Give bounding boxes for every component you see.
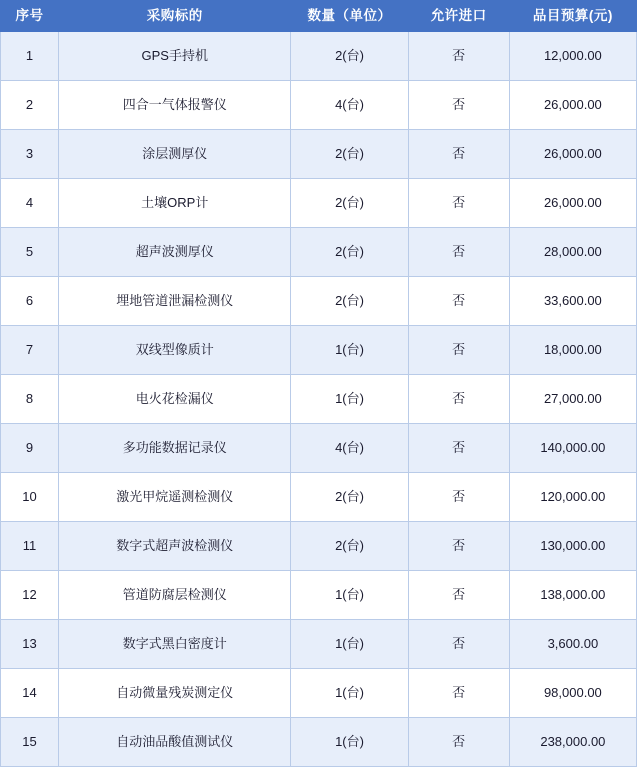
row-item-name-cell: 激光甲烷遥测检测仪 [59, 473, 291, 522]
row-item-name-cell: 自动微量残炭测定仪 [59, 669, 291, 718]
table-row [1, 620, 637, 669]
row-quantity-cell: 2(台) [291, 32, 408, 81]
table-header-row [1, 1, 637, 32]
row-index-cell: 10 [1, 473, 59, 522]
row-import-allowed-cell: 否 [408, 424, 509, 473]
row-budget-cell: 140,000.00 [509, 424, 636, 473]
row-item-name-cell: 管道防腐层检测仪 [59, 571, 291, 620]
row-quantity-cell: 4(台) [291, 81, 408, 130]
row-item-name-cell: 数字式黑白密度计 [59, 620, 291, 669]
table-row [1, 326, 637, 375]
table-row [1, 522, 637, 571]
row-quantity-cell: 1(台) [291, 669, 408, 718]
table-row [1, 32, 637, 81]
row-import-allowed-cell: 否 [408, 130, 509, 179]
row-quantity-cell: 4(台) [291, 424, 408, 473]
column-header-quantity: 数量（单位） [291, 1, 408, 32]
row-index-cell: 7 [1, 326, 59, 375]
row-quantity-cell: 1(台) [291, 326, 408, 375]
row-import-allowed-cell: 否 [408, 522, 509, 571]
row-budget-cell: 12,000.00 [509, 32, 636, 81]
row-quantity-cell: 2(台) [291, 228, 408, 277]
row-index-cell: 15 [1, 718, 59, 767]
row-index-cell: 1 [1, 32, 59, 81]
row-import-allowed-cell: 否 [408, 571, 509, 620]
row-import-allowed-cell: 否 [408, 326, 509, 375]
row-quantity-cell: 1(台) [291, 718, 408, 767]
row-item-name-cell: 双线型像质计 [59, 326, 291, 375]
row-index-cell: 9 [1, 424, 59, 473]
row-quantity-cell: 2(台) [291, 130, 408, 179]
table-row [1, 669, 637, 718]
row-budget-cell: 26,000.00 [509, 130, 636, 179]
row-index-cell: 14 [1, 669, 59, 718]
row-budget-cell: 3,600.00 [509, 620, 636, 669]
row-index-cell: 12 [1, 571, 59, 620]
row-budget-cell: 27,000.00 [509, 375, 636, 424]
row-budget-cell: 238,000.00 [509, 718, 636, 767]
row-index-cell: 4 [1, 179, 59, 228]
row-import-allowed-cell: 否 [408, 81, 509, 130]
row-quantity-cell: 1(台) [291, 375, 408, 424]
row-index-cell: 13 [1, 620, 59, 669]
table-header [1, 1, 637, 32]
table-row [1, 571, 637, 620]
row-item-name-cell: GPS手持机 [59, 32, 291, 81]
column-header-import-allowed: 允许进口 [408, 1, 509, 32]
row-budget-cell: 26,000.00 [509, 81, 636, 130]
row-import-allowed-cell: 否 [408, 473, 509, 522]
row-import-allowed-cell: 否 [408, 228, 509, 277]
row-item-name-cell: 四合一气体报警仪 [59, 81, 291, 130]
row-item-name-cell: 电火花检漏仪 [59, 375, 291, 424]
table-row [1, 228, 637, 277]
table-row [1, 179, 637, 228]
row-quantity-cell: 1(台) [291, 620, 408, 669]
row-index-cell: 8 [1, 375, 59, 424]
row-quantity-cell: 2(台) [291, 473, 408, 522]
table-row [1, 277, 637, 326]
row-import-allowed-cell: 否 [408, 179, 509, 228]
row-budget-cell: 138,000.00 [509, 571, 636, 620]
table-body [1, 32, 637, 767]
table-row [1, 473, 637, 522]
row-quantity-cell: 2(台) [291, 522, 408, 571]
row-budget-cell: 28,000.00 [509, 228, 636, 277]
row-budget-cell: 26,000.00 [509, 179, 636, 228]
row-item-name-cell: 土壤ORP计 [59, 179, 291, 228]
row-item-name-cell: 埋地管道泄漏检测仪 [59, 277, 291, 326]
row-budget-cell: 130,000.00 [509, 522, 636, 571]
row-quantity-cell: 2(台) [291, 277, 408, 326]
row-quantity-cell: 2(台) [291, 179, 408, 228]
row-import-allowed-cell: 否 [408, 32, 509, 81]
row-budget-cell: 120,000.00 [509, 473, 636, 522]
row-import-allowed-cell: 否 [408, 718, 509, 767]
column-header-index: 序号 [1, 1, 59, 32]
row-import-allowed-cell: 否 [408, 620, 509, 669]
row-item-name-cell: 超声波测厚仪 [59, 228, 291, 277]
row-index-cell: 5 [1, 228, 59, 277]
row-import-allowed-cell: 否 [408, 277, 509, 326]
row-index-cell: 6 [1, 277, 59, 326]
row-budget-cell: 33,600.00 [509, 277, 636, 326]
table-row [1, 375, 637, 424]
row-item-name-cell: 多功能数据记录仪 [59, 424, 291, 473]
row-item-name-cell: 数字式超声波检测仪 [59, 522, 291, 571]
column-header-item-name: 采购标的 [59, 1, 291, 32]
row-item-name-cell: 涂层测厚仪 [59, 130, 291, 179]
column-header-budget: 品目预算(元) [509, 1, 636, 32]
row-index-cell: 3 [1, 130, 59, 179]
row-index-cell: 11 [1, 522, 59, 571]
table-row [1, 81, 637, 130]
row-quantity-cell: 1(台) [291, 571, 408, 620]
row-index-cell: 2 [1, 81, 59, 130]
row-import-allowed-cell: 否 [408, 375, 509, 424]
row-budget-cell: 18,000.00 [509, 326, 636, 375]
row-budget-cell: 98,000.00 [509, 669, 636, 718]
table-row [1, 718, 637, 767]
table-row [1, 424, 637, 473]
row-item-name-cell: 自动油品酸值测试仪 [59, 718, 291, 767]
row-import-allowed-cell: 否 [408, 669, 509, 718]
table-row [1, 130, 637, 179]
